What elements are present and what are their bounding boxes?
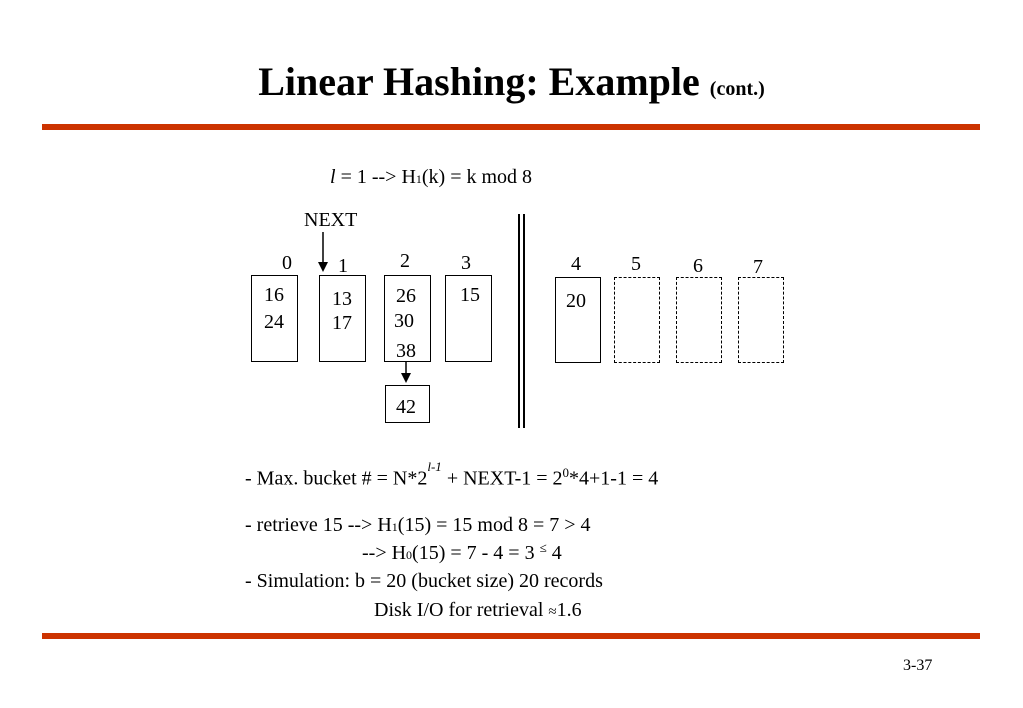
bucket-1-record: 13 xyxy=(332,288,352,310)
bucket-7 xyxy=(738,277,784,363)
bucket-3-record: 15 xyxy=(460,284,480,306)
approx-symbol: ≈ xyxy=(548,604,557,620)
note-retrieve-2 xyxy=(362,540,562,564)
formula-subscript: 1 xyxy=(415,172,422,186)
bucket-6 xyxy=(676,277,722,363)
note-disk-io-value: 1.6 xyxy=(556,599,582,621)
bucket-0-record: 16 xyxy=(264,284,284,306)
level-variable: l xyxy=(330,166,336,188)
note-max-bucket-exponent: l-1 xyxy=(427,459,442,474)
bucket-2-record: 30 xyxy=(394,310,414,332)
note-retrieve-2-part: --> H xyxy=(362,542,407,564)
note-max-bucket xyxy=(245,459,659,490)
note-max-bucket-part: - Max. bucket # = N*2 xyxy=(245,467,428,490)
note-retrieve-1-part: - retrieve 15 --> H xyxy=(245,514,392,536)
bucket-2-record: 38 xyxy=(396,340,416,362)
formula-text: = 1 --> H xyxy=(335,166,416,188)
title-cont: (cont.) xyxy=(709,78,765,100)
note-retrieve-1-part: (15) = 15 mod 8 = 7 > 4 xyxy=(397,514,591,536)
formula-rest: (k) = k mod 8 xyxy=(421,166,533,188)
note-retrieve-2-part: 4 xyxy=(551,542,562,564)
note-disk-io-text: Disk I/O for retrieval xyxy=(374,599,544,621)
bucket-1-record: 17 xyxy=(332,312,352,334)
page-number: 3-37 xyxy=(903,657,933,674)
bucket-4-record: 20 xyxy=(566,290,586,312)
note-disk-io xyxy=(374,600,582,620)
note-max-bucket-part: + NEXT-1 = 2 xyxy=(441,467,563,490)
bucket-2-record: 26 xyxy=(396,285,416,307)
less-equal-symbol: ≤ xyxy=(539,540,547,555)
bucket-index-6: 6 xyxy=(693,255,703,277)
bucket-index-7: 7 xyxy=(753,256,763,278)
bucket-index-1: 1 xyxy=(338,255,348,277)
next-label: NEXT xyxy=(304,209,358,231)
title-main: Linear Hashing: Example xyxy=(258,59,700,104)
note-retrieve-1-subscript: 1 xyxy=(391,520,398,534)
note-retrieve-2-subscript: 0 xyxy=(406,548,413,562)
bucket-index-4: 4 xyxy=(571,253,581,275)
note-max-bucket-exponent-2: 0 xyxy=(562,465,570,480)
note-retrieve-1 xyxy=(245,515,591,535)
bucket-index-2: 2 xyxy=(400,250,410,272)
note-max-bucket-part: *4+1-1 = 4 xyxy=(569,467,659,490)
bucket-0-record: 24 xyxy=(264,311,284,333)
bucket-index-0: 0 xyxy=(282,252,292,274)
note-simulation: - Simulation: b = 20 (bucket size) 20 records xyxy=(245,570,603,592)
note-retrieve-2-part: (15) = 7 - 4 = 3 xyxy=(412,542,535,564)
overflow-record: 42 xyxy=(396,396,416,418)
bucket-5 xyxy=(614,277,660,363)
bucket-index-5: 5 xyxy=(631,253,641,275)
bucket-index-3: 3 xyxy=(461,252,471,274)
